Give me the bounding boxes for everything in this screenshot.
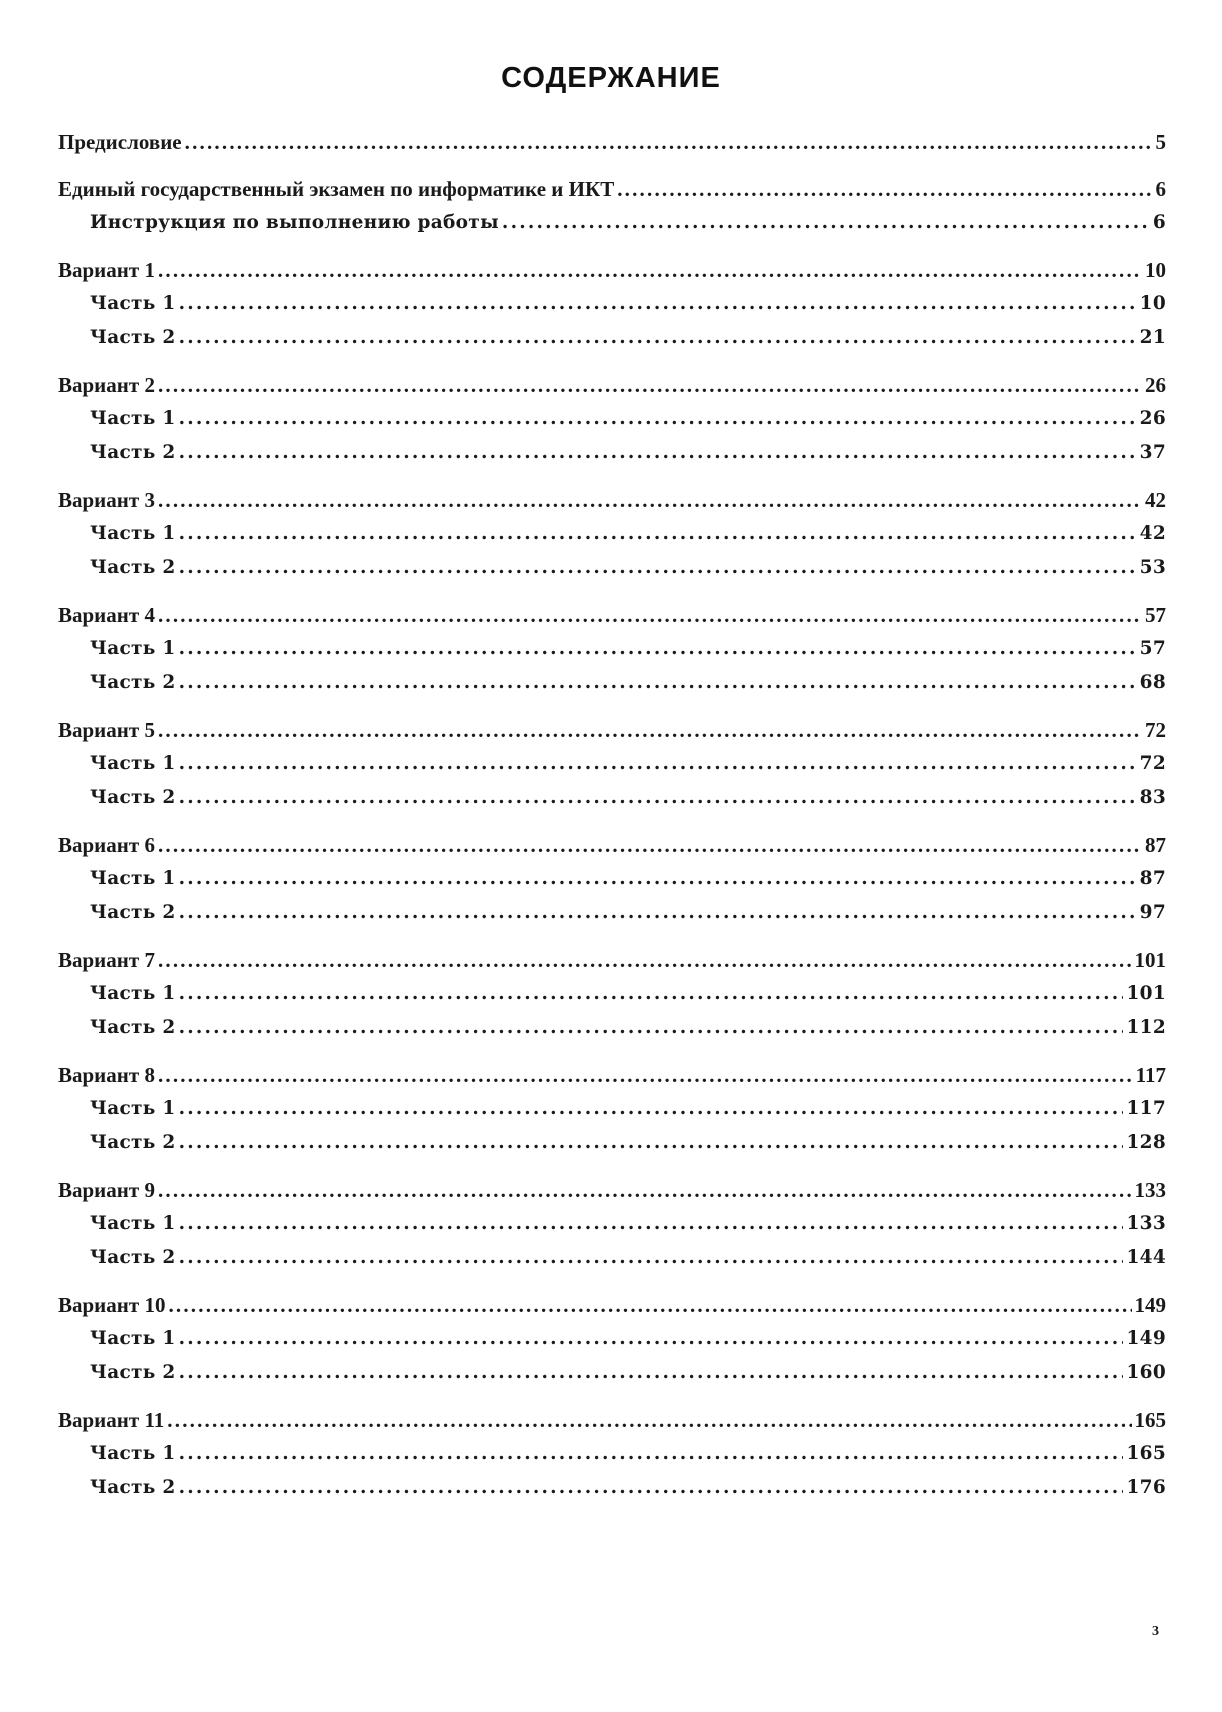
toc-entry-subsection[interactable]: [58, 1210, 1166, 1244]
toc-entry-page-number: 128: [1126, 1132, 1166, 1153]
dot-leader: [179, 750, 1137, 778]
dot-leader: [179, 1129, 1124, 1157]
toc-entry-label: Часть 2: [90, 1017, 176, 1038]
toc-entry-label: Вариант 4: [58, 603, 155, 627]
toc-entry-page-number: 87: [1145, 833, 1166, 857]
dot-leader: [179, 554, 1137, 582]
toc-entry-label: Вариант 9: [58, 1178, 155, 1202]
dot-leader: [158, 486, 1142, 514]
toc-entry-page-number: 6: [1152, 212, 1166, 233]
toc-entry-page-number: 57: [1139, 638, 1166, 659]
toc-entry-subsection[interactable]: [58, 669, 1166, 703]
dot-leader: [179, 1014, 1124, 1042]
toc-entry-subsection[interactable]: [58, 209, 1166, 243]
dot-leader: [179, 865, 1137, 893]
toc-entry-label: Часть 2: [90, 327, 176, 348]
toc-entry-subsection[interactable]: [58, 554, 1166, 588]
toc-entry-subsection[interactable]: [58, 1359, 1166, 1393]
dot-leader: [179, 1359, 1124, 1387]
dot-leader: [158, 716, 1142, 744]
toc-entry-label: Часть 2: [90, 1362, 176, 1383]
dot-leader: [158, 371, 1142, 399]
toc-entry-label: Часть 2: [90, 557, 176, 578]
toc-entry-subsection[interactable]: [58, 899, 1166, 933]
dot-leader: [179, 1474, 1124, 1502]
dot-leader: [158, 601, 1142, 629]
toc-entry-label: Вариант 3: [58, 488, 155, 512]
toc-entry-page-number: 68: [1139, 672, 1166, 693]
toc-entry-label: Предисловие: [58, 130, 182, 154]
toc-entry-subsection[interactable]: [58, 1129, 1166, 1163]
toc-entry-label: Часть 2: [90, 442, 176, 463]
toc-entry-page-number: 10: [1145, 258, 1166, 282]
dot-leader: [502, 209, 1150, 237]
toc-entry-page-number: 72: [1139, 753, 1166, 774]
toc-entry-subsection[interactable]: [58, 324, 1166, 358]
toc-entry-page-number: 101: [1126, 983, 1166, 1004]
toc-entry-label: Часть 2: [90, 1247, 176, 1268]
toc-entry-label: Часть 2: [90, 787, 176, 808]
toc-entry-label: Часть 1: [90, 638, 176, 659]
toc-entry-label: Вариант 6: [58, 833, 155, 857]
toc-entry-page-number: 176: [1126, 1477, 1166, 1498]
toc-entry-section[interactable]: [58, 831, 1166, 865]
dot-leader: [179, 1325, 1124, 1353]
toc-entry-section[interactable]: [58, 1176, 1166, 1210]
toc-entry-label: Часть 2: [90, 672, 176, 693]
dot-leader: [185, 128, 1153, 156]
dot-leader: [179, 1244, 1124, 1272]
toc-entry-subsection[interactable]: [58, 865, 1166, 899]
toc-entry-subsection[interactable]: [58, 1244, 1166, 1278]
toc-entry-page-number: 101: [1134, 948, 1166, 972]
toc-entry-page-number: 5: [1155, 130, 1166, 154]
dot-leader: [179, 669, 1137, 697]
toc-entry-page-number: 165: [1126, 1443, 1166, 1464]
toc-entry-subsection[interactable]: [58, 1014, 1166, 1048]
toc-entry-label: Часть 1: [90, 1443, 176, 1464]
toc-entry-subsection[interactable]: [58, 439, 1166, 473]
toc-entry-section[interactable]: [58, 175, 1166, 209]
toc-entry-page-number: 10: [1139, 293, 1166, 314]
toc-entry-page-number: 133: [1134, 1178, 1166, 1202]
toc-entry-section[interactable]: [58, 1291, 1166, 1325]
toc-entry-label: Часть 2: [90, 1132, 176, 1153]
toc-entry-label: Часть 1: [90, 1213, 176, 1234]
toc-entry-section[interactable]: [58, 371, 1166, 405]
toc-entry-label: Вариант 2: [58, 373, 155, 397]
toc-entry-page-number: 53: [1139, 557, 1166, 578]
toc-entry-page-number: 42: [1145, 488, 1166, 512]
toc-entry-label: Часть 1: [90, 293, 176, 314]
dot-leader: [179, 439, 1137, 467]
toc-entry-page-number: 117: [1126, 1098, 1166, 1119]
dot-leader: [179, 1095, 1124, 1123]
toc-entry-page-number: 144: [1126, 1247, 1166, 1268]
toc-entry-subsection[interactable]: [58, 405, 1166, 439]
toc-entry-page-number: 87: [1139, 868, 1166, 889]
toc-entry-label: Часть 1: [90, 1328, 176, 1349]
toc-entry-label: Часть 1: [90, 408, 176, 429]
toc-entry-section[interactable]: [58, 946, 1166, 980]
toc-entry-page-number: 117: [1135, 1063, 1166, 1087]
toc-entry-subsection[interactable]: [58, 290, 1166, 324]
toc-entry-page-number: 72: [1145, 718, 1166, 742]
toc-entry-label: Вариант 10: [58, 1293, 166, 1317]
toc-entry-page-number: 149: [1126, 1328, 1166, 1349]
toc-entry-subsection[interactable]: [58, 1440, 1166, 1474]
dot-leader: [179, 635, 1137, 663]
dot-leader: [167, 1406, 1131, 1434]
toc-entry-subsection[interactable]: [58, 750, 1166, 784]
toc-entry-label: Часть 2: [90, 1477, 176, 1498]
toc-entry-subsection[interactable]: [58, 1095, 1166, 1129]
toc-entry-subsection[interactable]: [58, 1325, 1166, 1359]
dot-leader: [179, 520, 1137, 548]
table-of-contents: [58, 128, 1166, 1508]
toc-entry-page-number: 97: [1139, 902, 1166, 923]
toc-entry-section[interactable]: [58, 256, 1166, 290]
toc-entry-label: Часть 2: [90, 902, 176, 923]
toc-entry-section[interactable]: [58, 716, 1166, 750]
toc-entry-label: Часть 1: [90, 983, 176, 1004]
toc-entry-page-number: 83: [1139, 787, 1166, 808]
dot-leader: [179, 899, 1137, 927]
dot-leader: [179, 405, 1137, 433]
page-title: СОДЕРЖАНИЕ: [501, 62, 721, 94]
dot-leader: [158, 1061, 1133, 1089]
toc-entry-label: Вариант 5: [58, 718, 155, 742]
toc-entry-label: Единый государственный экзамен по информатике и ИКТ: [58, 177, 615, 201]
toc-entry-label: Вариант 8: [58, 1063, 155, 1087]
dot-leader: [158, 256, 1142, 284]
toc-entry-label: Часть 1: [90, 1098, 176, 1119]
dot-leader: [158, 946, 1132, 974]
toc-entry-page-number: 42: [1139, 523, 1166, 544]
dot-leader: [158, 831, 1142, 859]
dot-leader: [179, 1210, 1124, 1238]
toc-entry-page-number: 21: [1139, 327, 1166, 348]
toc-entry-page-number: 6: [1155, 177, 1166, 201]
toc-entry-label: Инструкция по выполнению работы: [90, 212, 499, 233]
page-number-footer: 3: [1152, 1624, 1159, 1639]
toc-entry-section[interactable]: [58, 1406, 1166, 1440]
dot-leader: [179, 1440, 1124, 1468]
dot-leader: [179, 784, 1137, 812]
toc-entry-label: Вариант 11: [58, 1408, 165, 1432]
toc-entry-label: Часть 1: [90, 753, 176, 774]
dot-leader: [168, 1291, 1131, 1319]
toc-entry-page-number: 160: [1126, 1362, 1166, 1383]
toc-entry-subsection[interactable]: [58, 980, 1166, 1014]
toc-entry-subsection[interactable]: [58, 635, 1166, 669]
dot-leader: [617, 175, 1152, 203]
toc-entry-section[interactable]: [58, 601, 1166, 635]
toc-entry-section[interactable]: [58, 128, 1166, 162]
toc-entry-label: Часть 1: [90, 523, 176, 544]
toc-entry-page-number: 133: [1126, 1213, 1166, 1234]
toc-entry-subsection[interactable]: [58, 1474, 1166, 1508]
toc-entry-page-number: 37: [1139, 442, 1166, 463]
toc-entry-page-number: 26: [1145, 373, 1166, 397]
toc-entry-page-number: 26: [1139, 408, 1166, 429]
toc-entry-page-number: 165: [1134, 1408, 1166, 1432]
toc-entry-label: Вариант 1: [58, 258, 155, 282]
toc-entry-page-number: 57: [1145, 603, 1166, 627]
toc-entry-section[interactable]: [58, 486, 1166, 520]
toc-entry-label: Часть 1: [90, 868, 176, 889]
dot-leader: [179, 290, 1137, 318]
toc-entry-section[interactable]: [58, 1061, 1166, 1095]
toc-entry-label: Вариант 7: [58, 948, 155, 972]
toc-entry-subsection[interactable]: [58, 784, 1166, 818]
toc-entry-page-number: 149: [1134, 1293, 1166, 1317]
dot-leader: [179, 324, 1137, 352]
dot-leader: [179, 980, 1124, 1008]
toc-entry-page-number: 112: [1126, 1017, 1166, 1038]
dot-leader: [158, 1176, 1132, 1204]
toc-entry-subsection[interactable]: [58, 520, 1166, 554]
